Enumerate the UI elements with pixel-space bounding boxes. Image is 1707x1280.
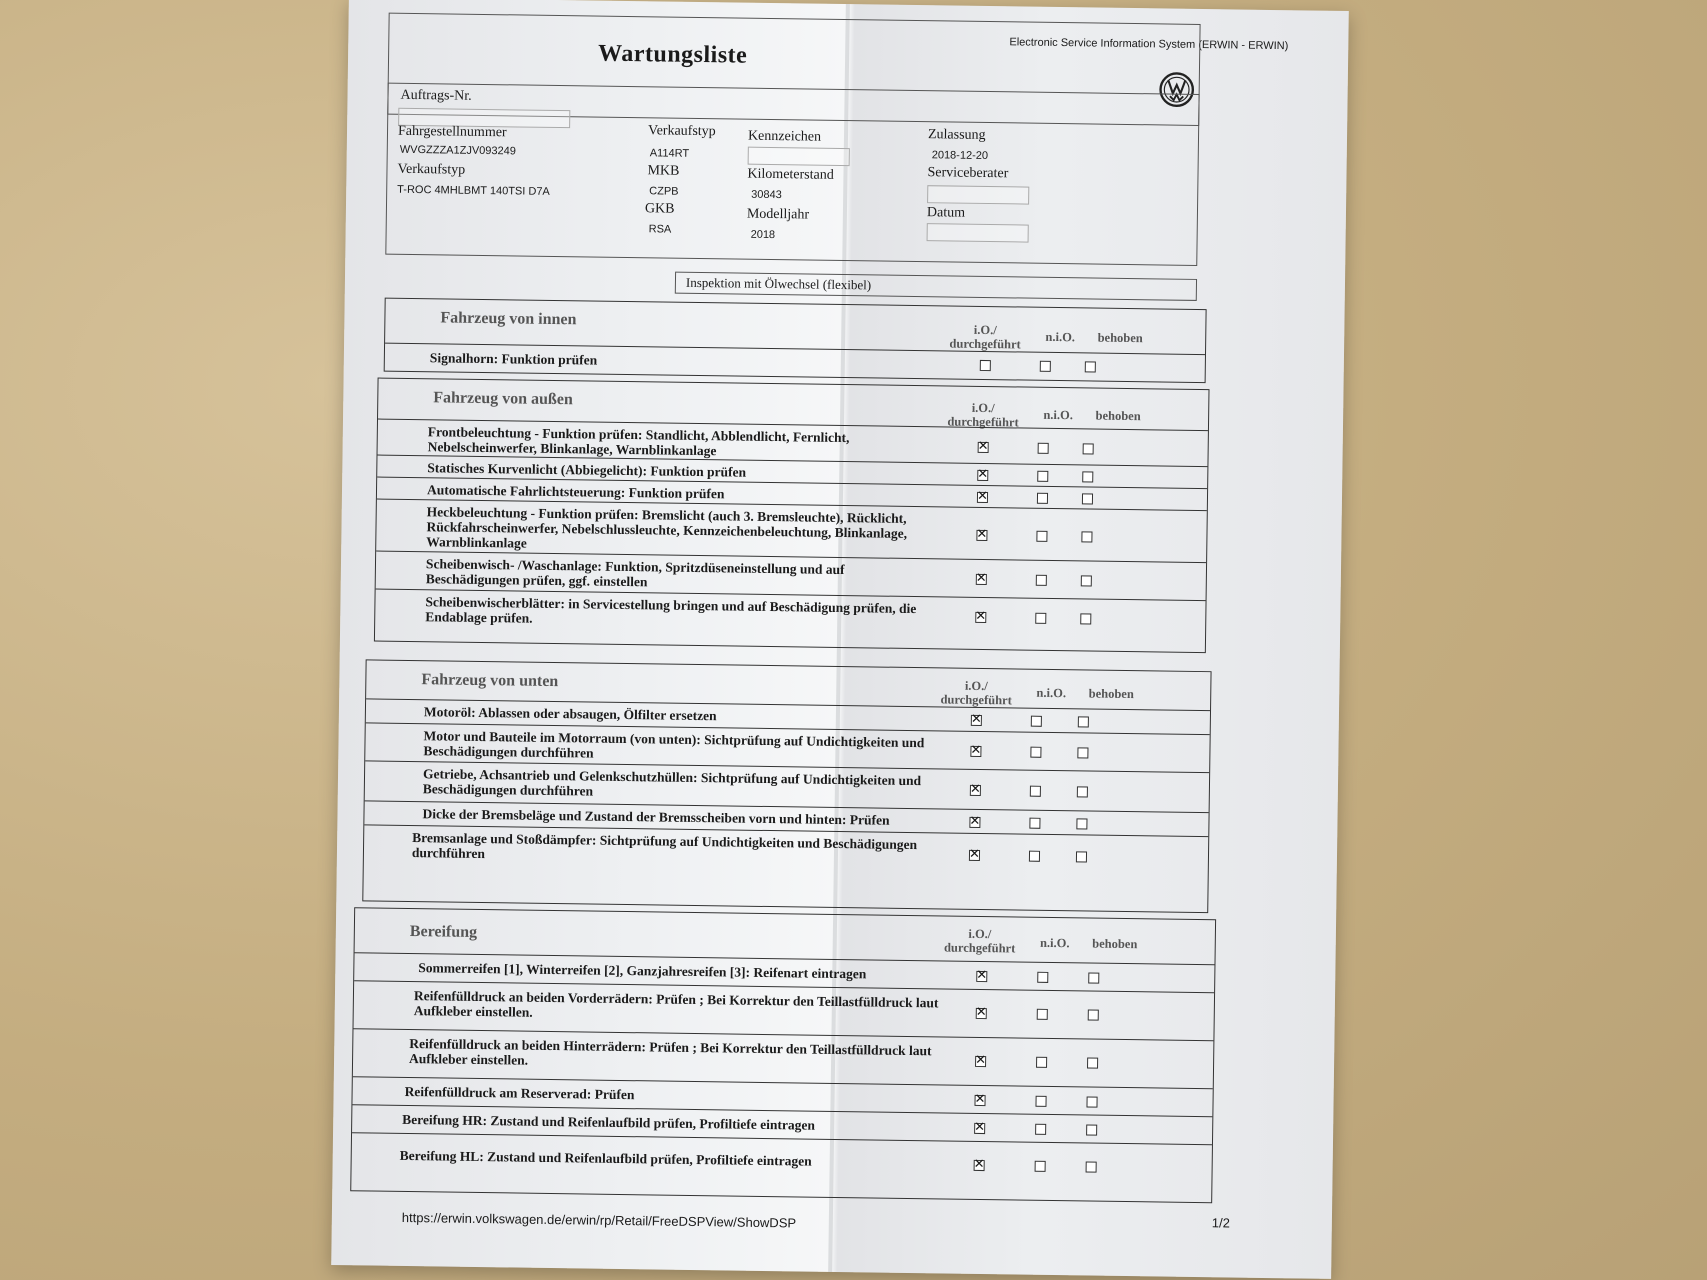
mkb-value: CZPB xyxy=(649,185,679,198)
checkbox-behoben[interactable] xyxy=(1086,1096,1097,1107)
table-row xyxy=(385,343,1205,381)
modelljahr-value: 2018 xyxy=(750,228,776,242)
section-unten xyxy=(362,659,1211,913)
checkbox-behoben[interactable] xyxy=(1077,786,1088,797)
col-io-label2: durchgeführt xyxy=(949,336,1021,352)
section-innen xyxy=(384,298,1207,383)
checkbox-io[interactable] xyxy=(975,1056,986,1067)
checkbox-io[interactable] xyxy=(976,574,987,585)
row-text: Bereifung HR: Zustand und Reifenlaufbild prüfen, Profiltiefe eintragen xyxy=(402,1111,816,1133)
col-io xyxy=(940,322,1030,351)
checkbox-io[interactable] xyxy=(975,612,986,623)
checkbox-behoben[interactable] xyxy=(1077,747,1088,758)
row-text: Reifenfülldruck an beiden Vorderrädern: Prüfen ; Bei Korrektur den Teillastfülldruck laut Aufkleber einstellen. xyxy=(413,988,939,1020)
section-aussen xyxy=(374,378,1210,654)
checkbox-io[interactable] xyxy=(976,971,987,982)
checkbox-behoben[interactable] xyxy=(1085,361,1096,372)
checkbox-io[interactable] xyxy=(977,492,988,503)
checkbox-nio[interactable] xyxy=(1029,818,1040,829)
gkb-value: RSA xyxy=(648,223,672,236)
mkb-label: MKB xyxy=(647,163,680,179)
checkbox-nio[interactable] xyxy=(1030,786,1041,797)
row-text: Reifenfülldruck an beiden Hinterrädern: Prüfen ; Bei Korrektur den Teillastfülldruck laut Aufkleber einstellen. xyxy=(408,1036,932,1068)
kennzeichen-label: Kennzeichen xyxy=(747,128,822,145)
checkbox-behoben[interactable] xyxy=(1081,575,1092,586)
checkbox-nio[interactable] xyxy=(1035,1161,1046,1172)
checkbox-behoben[interactable] xyxy=(1083,443,1094,454)
checkbox-behoben[interactable] xyxy=(1081,531,1092,542)
zulassung-label: Zulassung xyxy=(927,127,986,143)
checkbox-behoben[interactable] xyxy=(1086,1161,1097,1172)
checkbox-io[interactable] xyxy=(969,817,980,828)
checkbox-io[interactable] xyxy=(970,746,981,757)
checkbox-nio[interactable] xyxy=(1036,531,1047,542)
checkbox-io[interactable] xyxy=(971,715,982,726)
row-text: Heckbeleuchtung - Funktion prüfen: Bremslicht (auch 3. Bremsleuchte), Rücklicht, Rückfahrscheinwerfer, Nebelschlussleuchte, Kennzeichenbeleuchtung, Blinkanlage, Warnblinkanlage xyxy=(426,504,908,551)
row-text: Sommerreifen [1], Winterreifen [2], Ganzjahresreifen [3]: Reifenart eintragen xyxy=(418,960,867,982)
table-row xyxy=(351,1132,1212,1201)
zulassung-value: 2018-12-20 xyxy=(931,149,989,163)
checkbox-io[interactable] xyxy=(974,1095,985,1106)
col-io-label2: durchgeführt xyxy=(940,692,1012,708)
section-title: Bereifung xyxy=(409,923,478,941)
checkbox-io[interactable] xyxy=(976,530,987,541)
checkbox-nio[interactable] xyxy=(1030,747,1041,758)
checkbox-behoben[interactable] xyxy=(1088,1009,1099,1020)
col-nio: n.i.O. xyxy=(1039,935,1070,951)
checkbox-io[interactable] xyxy=(974,1160,985,1171)
checkbox-behoben[interactable] xyxy=(1076,851,1087,862)
checkbox-io[interactable] xyxy=(977,470,988,481)
datum-field xyxy=(927,223,1029,242)
col-io-label: i.O./ xyxy=(973,322,997,338)
col-io-label: i.O./ xyxy=(971,400,995,416)
checkbox-nio[interactable] xyxy=(1035,1096,1046,1107)
verkaufstyp-value: T-ROC 4MHLBMT 140TSI D7A xyxy=(397,183,550,198)
gkb-label: GKB xyxy=(644,201,675,217)
row-text: Signalhorn: Funktion prüfen xyxy=(429,350,598,368)
row-text: Reifenfülldruck am Reserverad: Prüfen xyxy=(404,1083,635,1103)
col-io xyxy=(931,678,1021,707)
checkbox-nio[interactable] xyxy=(1037,471,1048,482)
row-text: Getriebe, Achsantrieb und Gelenkschutzhüllen: Sichtprüfung auf Undichtigkeiten und Beschädigungen durchführen xyxy=(422,766,922,799)
checkbox-behoben[interactable] xyxy=(1078,716,1089,727)
row-text: Statisches Kurvenlicht (Abbiegelicht): Funktion prüfen xyxy=(427,460,747,480)
serviceberater-label: Serviceberater xyxy=(927,165,1009,182)
km-label: Kilometerstand xyxy=(747,166,834,183)
col-behoben: behoben xyxy=(1088,686,1134,702)
checkbox-io[interactable] xyxy=(974,1123,985,1134)
row-text: Scheibenwisch- /Waschanlage: Funktion, Spritzdüseneinstellung und auf Beschädigungen prüfen, ggf. einstellen xyxy=(425,556,845,590)
col-nio: n.i.O. xyxy=(1045,329,1076,345)
col-io-label: i.O./ xyxy=(968,926,992,942)
checkbox-nio[interactable] xyxy=(1029,851,1040,862)
checkbox-behoben[interactable] xyxy=(1087,1057,1098,1068)
row-text: Motoröl: Ablassen oder absaugen, Ölfilter ersetzen xyxy=(423,704,717,724)
document-sheet xyxy=(331,0,1349,1279)
verkaufstyp2-label: Verkaufstyp xyxy=(647,123,716,140)
checkbox-nio[interactable] xyxy=(1037,972,1048,983)
checkbox-nio[interactable] xyxy=(1038,443,1049,454)
checkbox-behoben[interactable] xyxy=(1076,818,1087,829)
checkbox-io[interactable] xyxy=(980,360,991,371)
col-io xyxy=(938,400,1028,429)
checkbox-behoben[interactable] xyxy=(1082,493,1093,504)
row-text: Bremsanlage und Stoßdämpfer: Sichtprüfung auf Undichtigkeiten und Beschädigungen durchführen xyxy=(411,830,918,862)
table-row xyxy=(363,824,1208,911)
page-title: Wartungsliste xyxy=(597,40,748,69)
kennzeichen-field xyxy=(748,147,850,166)
checkbox-nio[interactable] xyxy=(1031,716,1042,727)
checkbox-nio[interactable] xyxy=(1035,1124,1046,1135)
checkbox-behoben[interactable] xyxy=(1082,471,1093,482)
checkbox-io[interactable] xyxy=(978,442,989,453)
checkbox-behoben[interactable] xyxy=(1086,1124,1097,1135)
serviceberater-field xyxy=(927,185,1029,204)
col-behoben: behoben xyxy=(1095,408,1141,424)
checkbox-io[interactable] xyxy=(970,785,981,796)
col-behoben: behoben xyxy=(1092,936,1138,952)
page-number: 1/2 xyxy=(1211,1215,1231,1231)
fahrgestell-value: WVGZZZA1ZJV093249 xyxy=(399,143,517,158)
checkbox-nio[interactable] xyxy=(1037,493,1048,504)
vehicle-info-box xyxy=(385,83,1199,266)
row-text: Motor und Bauteile im Motorraum (von unten): Sichtprüfung auf Undichtigkeiten und Beschädigungen durchführen xyxy=(423,728,925,761)
col-io-label2: durchgeführt xyxy=(947,414,1019,430)
row-text: Dicke der Bremsbeläge und Zustand der Bremsscheiben vorn und hinten: Prüfen xyxy=(422,806,890,828)
footer-url: https://erwin.volkswagen.de/erwin/rp/Retail/FreeDSPView/ShowDSP xyxy=(401,1209,797,1231)
checkbox-behoben[interactable] xyxy=(1080,613,1091,624)
section-title: Fahrzeug von außen xyxy=(433,389,573,409)
modelljahr-label: Modelljahr xyxy=(746,206,810,223)
checkbox-nio[interactable] xyxy=(1035,613,1046,624)
checkbox-nio[interactable] xyxy=(1037,1009,1048,1020)
row-text: Frontbeleuchtung - Funktion prüfen: Standlicht, Abblendlicht, Fernlicht, Nebelscheinwerfer, Blinkanlage, Warnblinkanlage xyxy=(427,424,850,459)
table-row xyxy=(375,589,1206,652)
col-behoben: behoben xyxy=(1097,330,1143,346)
col-nio: n.i.O. xyxy=(1043,407,1073,423)
col-io xyxy=(935,926,1025,955)
system-title: Electronic Service Information System (ERWIN - ERWIN) xyxy=(1009,36,1289,53)
row-text: Automatische Fahrlichtsteuerung: Funktion prüfen xyxy=(426,482,725,502)
checkbox-behoben[interactable] xyxy=(1088,973,1099,984)
section-title: Fahrzeug von innen xyxy=(440,309,577,329)
section-title: Fahrzeug von unten xyxy=(421,671,559,691)
verkaufstyp-label: Verkaufstyp xyxy=(397,161,466,178)
checkbox-io[interactable] xyxy=(976,1008,987,1019)
checkbox-nio[interactable] xyxy=(1036,1057,1047,1068)
section-bereifung xyxy=(350,907,1216,1203)
service-type-box xyxy=(675,272,1197,301)
checkbox-nio[interactable] xyxy=(1040,361,1051,372)
row-text: Scheibenwischerblätter: in Servicestellung bringen und auf Beschädigung prüfen, die Endablage prüfen. xyxy=(425,594,917,626)
checkbox-io[interactable] xyxy=(969,850,980,861)
service-type-label: Inspektion mit Ölwechsel (flexibel) xyxy=(685,274,872,293)
checkbox-nio[interactable] xyxy=(1036,575,1047,586)
km-value: 30843 xyxy=(751,188,782,202)
datum-label: Datum xyxy=(926,205,966,221)
fahrgestell-label: Fahrgestellnummer xyxy=(397,123,507,141)
row-text: Bereifung HL: Zustand und Reifenlaufbild prüfen, Profiltiefe eintragen xyxy=(399,1147,812,1169)
verkaufstyp2-value: A114RT xyxy=(649,147,690,160)
col-io-label: i.O./ xyxy=(964,678,988,694)
auftrags-nr-label: Auftrags-Nr. xyxy=(400,87,472,104)
col-io-label2: durchgeführt xyxy=(943,940,1016,956)
col-nio: n.i.O. xyxy=(1036,685,1067,701)
